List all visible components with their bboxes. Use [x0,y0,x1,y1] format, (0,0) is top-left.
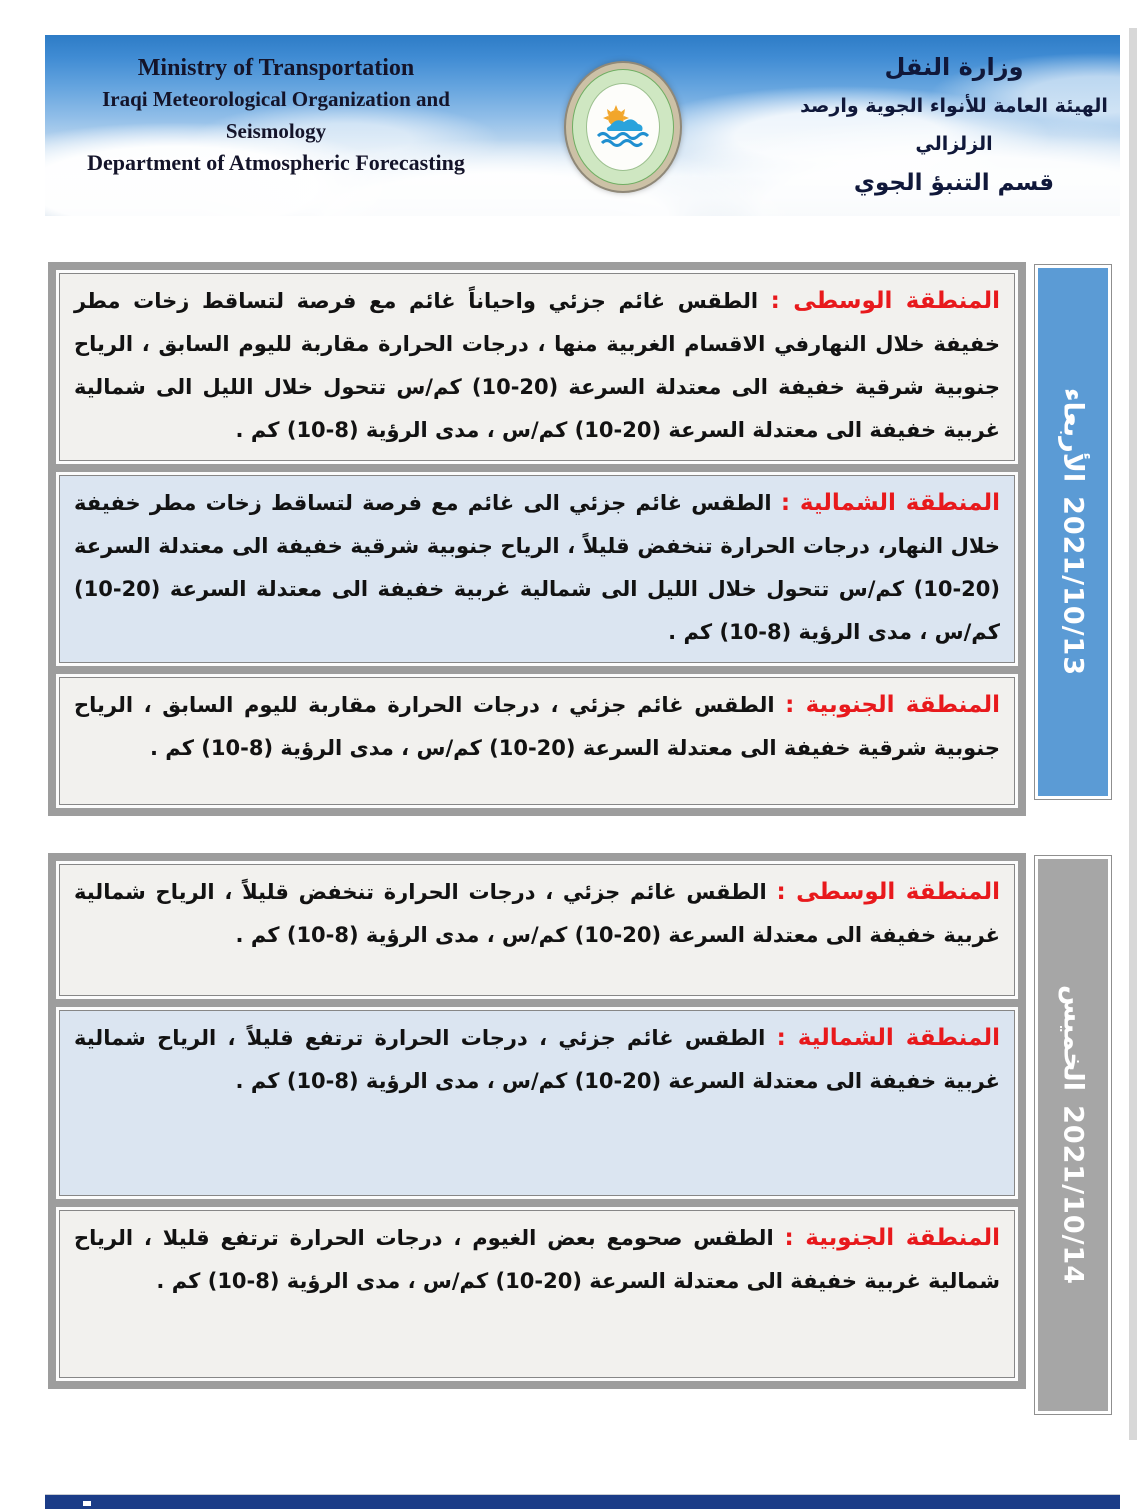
forecast-block-central-region-day1 [56,270,1018,464]
next-page-bar-speck [83,1501,91,1506]
region-title-central: المنطقة الوسطى : [770,288,1000,314]
region-title-southern: المنطقة الجنوبية : [785,692,1001,718]
organization-name-en: Iraqi Meteorological Organization and Seismology [102,87,450,143]
forecast-block-southern-region-day1 [56,674,1018,808]
region-title-northern: المنطقة الشمالية : [780,490,1001,516]
forecast-text-central: الطقس غائم جزئي ، درجات الحرارة تنخفض قليلاً ، الرياح شمالية غربية خفيفة الى معتدلة السرعة (20-10) كم/س ، مدى الرؤية (8-10) كم . [74,880,1000,947]
forecast-text-southern: الطقس غائم جزئي ، درجات الحرارة مقاربة لليوم السابق ، الرياح جنوبية شرقية خفيفة الى معتدلة السرعة (20-10) كم/س ، مدى الرؤية (8-10) كم . [74,693,1000,760]
logo-green-ring [572,69,674,185]
header-english-titles [57,53,495,179]
region-title-southern: المنطقة الجنوبية : [784,1225,1000,1251]
region-title-central: المنطقة الوسطى : [776,879,1000,905]
region-title-northern: المنطقة الشمالية : [776,1025,1000,1051]
forecast-text-southern: الطقس صحومع بعض الغيوم ، درجات الحرارة ترتفع قليلا ، الرياح شمالية غربية خفيفة الى معتدلة السرعة (20-10) كم/س ، مدى الرؤية (8-10) كم . [74,1226,1000,1293]
date-tab-wednesday [1034,264,1112,800]
report-header-banner [45,35,1120,216]
forecast-text-northern: الطقس غائم جزئي ، درجات الحرارة ترتفع قليلاً ، الرياح شمالية غربية خفيفة الى معتدلة السرعة (20-10) كم/س ، مدى الرؤية (8-10) كم . [74,1026,1000,1093]
forecast-section-wednesday [48,262,1026,816]
ministry-name-en: Ministry of Transportation [137,55,415,81]
page-edge-strip [1129,28,1137,1440]
forecast-block-northern-region-day1 [56,472,1018,666]
day-name-wednesday: الأربعاء [1057,387,1089,483]
forecast-section-thursday [48,853,1026,1389]
forecast-text-northern: الطقس غائم جزئي الى غائم مع فرصة لتساقط زخات مطر خفيفة خلال النهار، درجات الحرارة تنخفض قليلاً ، الرياح جنوبية شرقية خفيفة الى معتدلة السرعة (20-10) كم/س تتحول خلال الليل الى شمالية غربية خفيفة الى معتدلة السرعة (20-10) كم/س ، مدى الرؤية (8-10) كم . [74,491,1000,644]
ministry-name-ar: وزارة النقل [884,53,1024,81]
day-name-thursday: الخميس [1057,984,1089,1092]
date-value-thursday: 2021/10/14 [1057,1105,1089,1286]
date-value-wednesday: 2021/10/13 [1057,496,1089,677]
header-arabic-titles [796,47,1112,203]
forecast-block-central-region-day2 [56,861,1018,999]
organization-logo [564,61,682,193]
forecast-block-northern-region-day2 [56,1007,1018,1199]
department-name-en: Department of Atmospheric Forecasting [87,150,465,175]
date-tab-thursday [1034,855,1112,1415]
next-page-bar [45,1494,1120,1509]
organization-name-ar: الهيئة العامة للأنواء الجوية وارصد الزلزالي [800,95,1108,155]
sun-and-waves-icon [592,104,654,150]
logo-center [586,83,660,171]
forecast-block-southern-region-day2 [56,1207,1018,1381]
department-name-ar: قسم التنبؤ الجوي [853,170,1055,196]
forecast-text-central: الطقس غائم جزئي واحياناً غائم مع فرصة لتساقط زخات مطر خفيفة خلال النهارفي الاقسام الغربية منها ، درجات الحرارة مقاربة لليوم السابق ، الرياح جنوبية شرقية خفيفة الى معتدلة السرعة (20-10) كم/س تتحول خلال الليل الى شمالية غربية خفيفة الى معتدلة السرعة (20-10) كم/س ، مدى الرؤية (8-10) كم . [74,289,1000,442]
